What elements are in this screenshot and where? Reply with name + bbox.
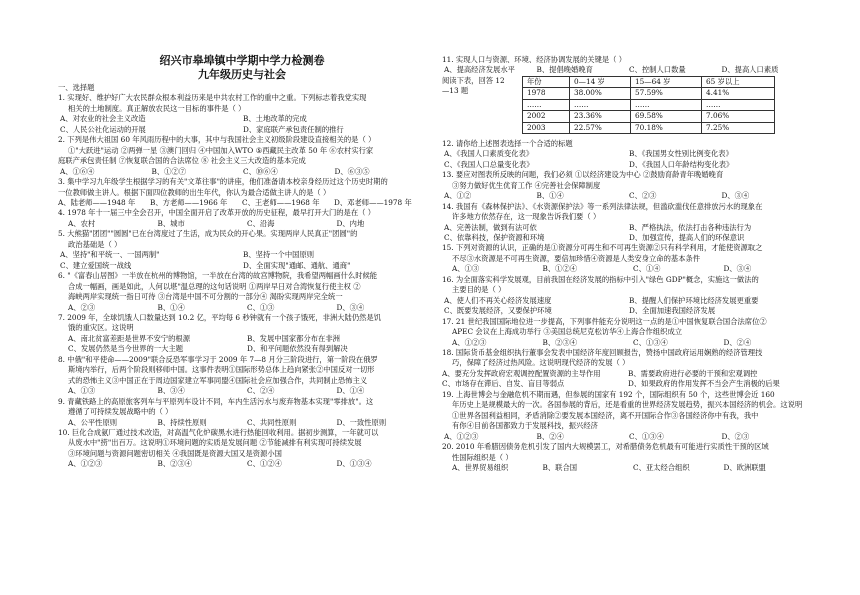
q7-line2: 饿的重灾区。这说明 xyxy=(68,323,134,333)
q11-option-b: B、提倡晚婚晚育 xyxy=(536,65,593,75)
q17-line1: 17. 21 世纪我国国际地位进一步提高，下列事件能充分说明这一点的是①中国恢复联合国合法席位② xyxy=(442,316,767,326)
q14-options-row2 xyxy=(442,233,814,243)
q7-options-row1 xyxy=(58,334,426,344)
table-row xyxy=(523,99,775,110)
q15-option-b: B、①②④ xyxy=(542,264,578,274)
q13-option-a: A、①② xyxy=(444,191,472,201)
q18-line2: 巧，保障了经济过热风险。这说明现代经济的发展（ ） xyxy=(452,358,630,368)
q2-option-d: D、⑥③⑤ xyxy=(334,166,370,176)
q19-line2: 年历史上是规模最大的一次。各国参展的背后，还是看重的世界经济发展趋势，振兴本国经济的机会。这说明 xyxy=(452,400,803,410)
q3-line1: 3. 集中学习九年级学生根据学习的有关"文革往事"的讲座，他们准备请本校亲身经历过这个历史时期的 xyxy=(58,177,388,187)
q18-line1: 18. 国际货币基金组织执行董事会发表中国经济年度回顾报告，赞扬中国政府运用娴熟的经济管理技 xyxy=(442,347,763,357)
q10-line1: 10. 巨化合成氨厂通过技术改造，对高温气化炉碳黑水进行热能回收利用。据初步测算，一年就可以 xyxy=(58,427,379,437)
q2-option-b: B、①②⑦ xyxy=(151,166,187,176)
q11-option-d: D、提高人口素质 xyxy=(721,65,779,75)
q20-option-b: B、联合国 xyxy=(542,462,578,472)
q5-option-c: C、建立爱国统一战线 xyxy=(60,260,132,270)
q6-line1: 6. "《富春山居图》一半放在杭州的博物馆，一半放在台湾的故宫博物院，我希望两幅画什么时候能 xyxy=(58,271,378,281)
population-table xyxy=(522,76,775,134)
q17-option-c: C、①③④ xyxy=(633,337,668,347)
q2-options xyxy=(58,167,426,177)
q19-option-d: D、②③ xyxy=(721,431,750,441)
q1-option-a: A、对农业的社会主义改造 xyxy=(60,114,146,124)
q12-line1: 12. 请你给上述图表选择一个合适的标题 xyxy=(442,138,573,148)
q19-option-c: C、①③④ xyxy=(629,431,664,441)
q15-option-a: A、①③ xyxy=(452,264,480,274)
q7-line1: 7. 2009 年，全球饥饿人口数量达到 10.2 亿，平均每 6 秒钟就有一个孩子饿死，非洲大陆仍然是饥 xyxy=(58,312,382,322)
table-block xyxy=(442,76,814,139)
q13-options xyxy=(442,191,814,201)
q8-line1: 8. 中俄"和平使命——2009"联合反恐军事学习于 2009 年 7—8 月分三阶段进行，第一阶段在俄罗 xyxy=(58,354,378,364)
q12-options-row1 xyxy=(442,149,814,159)
q10-option-a: A、①②③ xyxy=(68,459,103,469)
q12-option-b: B、《我国男女性别比例变化表》 xyxy=(629,149,733,159)
table-cell: 70.18% xyxy=(631,122,702,133)
reading-line1: 阅读下表，回答 12 xyxy=(442,75,505,85)
q8-line2: 斯境内举行，后两个阶段则移师中国。这事件表明①国际形势总体上趋向紧张②中国反对一切形 xyxy=(68,365,375,375)
q9-line1: 9. 青藏铁路上的高原旅客列车与平原列车设计不同，车内生活污水与废弃物基本实现"零排放"。这 xyxy=(58,396,374,406)
q16-option-a: A、使人们不再关心经济发展速度 xyxy=(444,295,552,305)
table-row xyxy=(523,122,775,133)
q9-option-a: A、公平性原则 xyxy=(68,417,118,427)
q13-option-b: B、①④ xyxy=(536,191,564,201)
q12-option-a: A、《我国人口素质变化表》 xyxy=(444,149,534,159)
q1-option-d: D、家庭联产承包责任制的推行 xyxy=(243,124,344,134)
q6-line3: 海峡两岸实现统一指日可待 ③台湾是中国不可分割的一部分④ 渴盼实现两岸完全统一 xyxy=(68,292,343,302)
q9-option-d: D、一致性原则 xyxy=(336,417,387,427)
q15-option-c: C、①④ xyxy=(633,264,661,274)
q2-option-c: C、⑩⑥④ xyxy=(243,166,278,176)
reading-prompt xyxy=(442,76,505,97)
q20-option-d: D、欧洲联盟 xyxy=(723,462,766,472)
q19-options xyxy=(442,432,814,442)
q2-line3: 庭联产承包责任制 ⑦恢复联合国的合法席位 ⑧ 社会主义三大改造的基本完成 xyxy=(58,156,306,166)
q8-option-d: D、①④ xyxy=(336,386,365,396)
q11-line1: 11. 实现人口与资源、环境、经济协调发展的关键是（ ） xyxy=(442,55,627,64)
q14-option-b: B、严格执法，依法打击各种违法行为 xyxy=(629,222,752,232)
q12-option-c: C、《我国人口总量变化表》 xyxy=(444,159,534,169)
section-heading: 一、选择题 xyxy=(58,83,95,92)
table-cell: …… xyxy=(702,99,775,110)
q6-line2: 合成一幅画，画是如此，人何以堪"温总理的这句话说明 ①两岸早日对合湾恢复行使主权 ② xyxy=(68,281,361,291)
table-header-cell: 年份 xyxy=(523,76,570,87)
table-cell: 23.36% xyxy=(570,111,631,122)
q19-line4: 有你④目前各国都致力于发展科技，振兴经济 xyxy=(452,421,598,431)
q20-options xyxy=(442,463,814,473)
table-cell: …… xyxy=(631,99,702,110)
q11-option-c: C、控制人口数量 xyxy=(629,65,686,75)
exam-title: 绍兴市皋埠镇中学期中学力检测卷 xyxy=(159,54,325,67)
q1-options-row2 xyxy=(58,125,426,135)
q1-option-b: B、土地改革的完成 xyxy=(243,114,307,124)
q7-options-row2 xyxy=(58,344,426,354)
q14-option-d: D、加强宣传，提高人们的环保意识 xyxy=(629,232,745,242)
q16-option-d: D、全面加速我国经济发展 xyxy=(629,306,716,316)
q1-options-row1 xyxy=(58,114,426,124)
q14-option-a: A、完善法制，做到有法可依 xyxy=(444,222,537,232)
q17-option-d: D、②④ xyxy=(723,337,752,347)
q16-line1: 16. 为全面落实科学发展观，目前我国在经济发展的指标中引入"绿色 GDP"概念，实施这一做法的 xyxy=(442,274,759,284)
q9-options xyxy=(58,418,426,428)
q4-option-c: C、沿海 xyxy=(247,218,275,228)
q8-option-c: C、②④ xyxy=(247,386,275,396)
q7-option-c: C、发展仍然是当今世界的一大主题 xyxy=(68,344,184,354)
table-row xyxy=(523,88,775,99)
q9-option-b: B、持续性原则 xyxy=(157,417,207,427)
table-cell: …… xyxy=(523,99,570,110)
q4-line1: 4. 1978 年十一届三中全会召开，中国全面开启了改革开放的历史征程，最早打开大门的是在（ ） xyxy=(58,208,376,218)
table-cell: 38.00% xyxy=(570,88,631,99)
q6-options xyxy=(58,303,426,313)
q8-options xyxy=(58,386,426,396)
q19-line3: ①世界各国利益相同，矛盾消除②要发展本国经济，离不开国际合作③各国经济你中有我，我中 xyxy=(452,410,759,420)
q1-line2: 相关的土地制度。真正解放农民这一目标的事件是（ ） xyxy=(68,103,246,113)
q8-line3: 式的恐怖主义③中国正在于周边国家建立军事同盟④国际社会应加强合作，共同制止恐怖主义 xyxy=(68,375,368,385)
q16-line2: 主要目的是（ ） xyxy=(452,285,506,295)
left-column xyxy=(58,0,426,470)
table-header-cell: 0—14 岁 xyxy=(570,76,631,87)
q20-option-c: C、亚太经合组织 xyxy=(633,462,690,472)
q16-option-c: C、既要发展经济，又要保护环境 xyxy=(444,306,552,316)
q7-option-d: D、和平问题依然没有得到解决 xyxy=(247,344,348,354)
q19-option-b: B、②④ xyxy=(536,431,564,441)
q13-line1: 13. 要应对图表所反映的问题，我们必须 ①以经济建设为中心 ②鼓励育龄青年晚婚晚育 xyxy=(442,170,724,180)
q19-option-a: A、①②③ xyxy=(444,431,479,441)
q20-option-a: A、世界贸易组织 xyxy=(452,462,509,472)
table-cell: …… xyxy=(570,99,631,110)
q5-option-d: D、全面实现"通邮、通航、通商" xyxy=(243,260,351,270)
q11-option-a: A、提高经济发展水平 xyxy=(444,65,515,75)
table-cell: 7.06% xyxy=(702,111,775,122)
q14-option-c: C、依靠科技，保护资源和环境 xyxy=(444,232,545,242)
q5-option-b: B、坚持一个中国原则 xyxy=(243,250,315,260)
q18-option-d: D、如果政府的作用发挥不当会产生消极的后果 xyxy=(628,379,780,389)
table-header-cell: 15—64 岁 xyxy=(631,76,702,87)
q8-option-a: A、①③ xyxy=(68,386,96,396)
q17-line2: APEC 会议在上海成功举行 ③美国总统尼克松访华④上海合作组织成立 xyxy=(452,327,683,337)
q5-options-row1 xyxy=(58,250,426,260)
right-column xyxy=(442,0,814,473)
q18-options-row2 xyxy=(442,379,814,389)
table-cell: 22.57% xyxy=(570,122,631,133)
reading-line2: —13 题 xyxy=(442,86,469,96)
q3-options xyxy=(58,198,426,208)
q6-option-a: A、②③ xyxy=(68,302,96,312)
q5-line1: 5. 大熊猫"团团""圆圆"已在台湾度过了生活，成为民众的开心果。实现两岸人民真正"团圆"的 xyxy=(58,229,358,239)
q18-option-b: B、需要政府进行必要的干预和宏观调控 xyxy=(628,368,758,378)
q5-option-a: A、坚持"和平统一、一国两制" xyxy=(60,250,160,260)
q10-options xyxy=(58,459,426,469)
q12-option-d: D、《我国人口年龄结构变化表》 xyxy=(629,159,734,169)
table-header-cell: 65 岁以上 xyxy=(702,76,775,87)
q1-option-c: C、人民公社化运动的开展 xyxy=(60,124,146,134)
q17-options xyxy=(442,338,814,348)
q17-option-a: A、①②③ xyxy=(452,337,487,347)
q6-option-d: D、③④ xyxy=(336,302,365,312)
q7-option-b: B、发展中国家都分布在非洲 xyxy=(247,333,340,343)
table-cell: 1978 xyxy=(523,88,570,99)
q20-line2: 性国际组织是（ ） xyxy=(452,452,513,462)
table-cell: 4.41% xyxy=(702,88,775,99)
q3-line2: 一位教师做主讲人。根据下面四位教师的出生年代，你认为最合适做主讲人的是（ ） xyxy=(58,187,331,197)
q15-option-d: D、③④ xyxy=(723,264,752,274)
q10-option-d: D、①③④ xyxy=(336,459,372,469)
q6-option-b: B、①④ xyxy=(157,302,185,312)
table-cell: 57.59% xyxy=(631,88,702,99)
q13-option-d: D、③④ xyxy=(721,191,750,201)
q20-line1: 20. 2010 年希腊因债务危机引发了国内大规模罢工，对希腊债务危机最有可能进行实质性干预的区域 xyxy=(442,442,769,452)
table-cell: 2002 xyxy=(523,111,570,122)
q3-option-b: B、方老师——1966 年 xyxy=(150,197,228,207)
q2-line1: 2. 下列是伟大祖国 60 年风雨历程中的大事，其中与我国社会主义初级阶段建设直接相关的是（ ） xyxy=(58,135,376,145)
q9-line2: 遵循了可持续发展战略中的（ ） xyxy=(68,407,173,417)
q8-option-b: B、③④ xyxy=(157,386,185,396)
q19-line1: 19. 上海世博会与金融危机不期而遇，但参展的国家有 192 个，国际组织有 50 个，这些世博会近 160 xyxy=(442,389,775,399)
q10-option-c: C、①②④ xyxy=(247,459,282,469)
q13-line2: ③努力做好优生优育工作 ④完善社会保障制度 xyxy=(452,180,601,190)
q15-line2: 不尽③水资源是不可再生资源，要倍加珍惜④资源是人类安身立命的基本条件 xyxy=(452,253,701,263)
q18-option-c: C、市场存在滞后、自发、盲目等弱点 xyxy=(442,379,565,389)
table-cell: 2003 xyxy=(523,122,570,133)
table-header-row xyxy=(523,76,775,87)
q11-options xyxy=(442,65,814,75)
q10-line3: ③环境问题与资源问题密切相关 ④我国既是资源大国又是资源小国 xyxy=(68,448,282,458)
q2-option-a: A、①⑥④ xyxy=(60,166,95,176)
q18-options-row1 xyxy=(442,369,814,379)
q14-options-row1 xyxy=(442,223,814,233)
table-cell: 7.25% xyxy=(702,122,775,133)
q16-option-b: B、提醒人们保护环境比经济发展更重要 xyxy=(629,295,759,305)
q18-option-a: A、要充分发挥政府宏观调控配置资源的主导作用 xyxy=(442,368,601,378)
q3-option-c: C、王老师——1968 年 xyxy=(242,197,320,207)
table-row xyxy=(523,111,775,122)
q2-line2: ①"大跃进"运动 ②两弹一星 ③澳门回归 ④中国加入WTO ⑤西藏民主改革 50 年 ⑥农村实行家 xyxy=(68,145,374,155)
q1-line1: 1. 实现好、维护好广大农民群众根本利益历来是中共农村工作的重中之重。下列标志着我党实现 xyxy=(58,93,367,103)
table-cell: 69.58% xyxy=(631,111,702,122)
q4-options xyxy=(58,219,426,229)
q3-option-a: A、陆老师——1948 年 xyxy=(58,197,136,207)
q17-option-b: B、②③④ xyxy=(542,337,578,347)
q5-line2: 政治基础是（ ） xyxy=(68,239,122,249)
q10-line2: 从废水中"捞"出百万。这说明①环境问题的实质是发展问题 ②节能减排有利实现可持续发展 xyxy=(68,438,362,448)
q6-option-c: C、①③ xyxy=(247,302,275,312)
exam-subtitle: 九年级历史与社会 xyxy=(198,68,286,81)
q4-option-d: D、内地 xyxy=(336,218,365,228)
q14-line1: 14. 我国有《森林保护法》、《水资源保护法》等一系列法律法规，但滥砍滥伐任意排放污水的现象在 xyxy=(442,201,763,211)
q9-option-c: C、共同性原则 xyxy=(247,417,297,427)
q12-options-row2 xyxy=(442,160,814,170)
q4-option-a: A、农村 xyxy=(68,218,96,228)
q16-options-row1 xyxy=(442,296,814,306)
q15-options xyxy=(442,264,814,274)
q13-option-c: C、②③ xyxy=(629,191,657,201)
q4-option-b: B、城市 xyxy=(157,218,185,228)
q15-line1: 15. 下列对资源的认识，正确的是①资源分可再生和不可再生资源②只有科学利用，才能使资源取之 xyxy=(442,243,763,253)
q3-option-d: D、邓老师——1978 年 xyxy=(334,197,412,207)
q7-option-a: A、南北贫富差距是世界不安宁的根源 xyxy=(68,333,191,343)
q10-option-b: B、②③④ xyxy=(157,459,193,469)
q14-line2: 许多地方依然存在，这一现象告诉我们要（ ） xyxy=(452,212,601,222)
q5-options-row2 xyxy=(58,261,426,271)
q16-options-row2 xyxy=(442,306,814,316)
